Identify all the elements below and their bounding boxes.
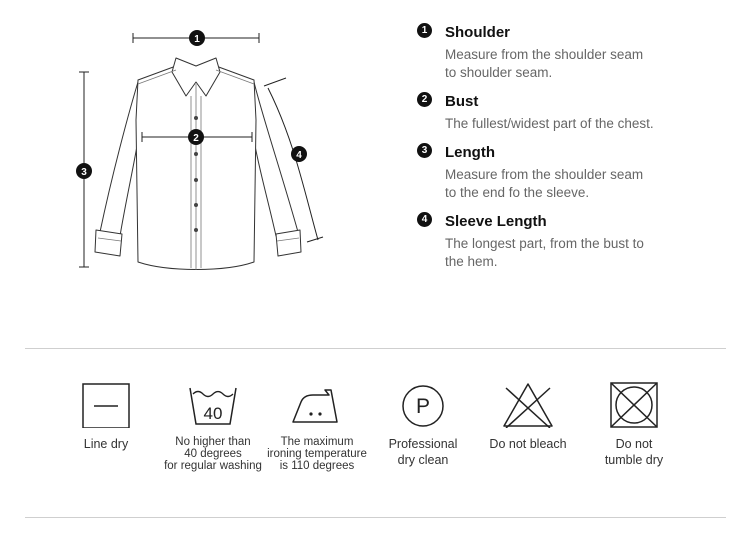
svg-text:3: 3 [81, 167, 87, 178]
marker-3 [76, 163, 92, 179]
measurement-description: The fullest/widest part of the chest. [445, 116, 654, 131]
care-professional-dry-clean [378, 380, 468, 468]
care-no-bleach [482, 380, 574, 452]
left-sleeve [100, 82, 138, 236]
measurement-title: Sleeve Length [445, 213, 547, 230]
measurement-length [414, 142, 744, 202]
svg-text:2: 2 [193, 133, 199, 144]
svg-text:1: 1 [194, 34, 200, 45]
divider-top [25, 348, 726, 349]
care-iron [262, 380, 372, 472]
professional-dry-clean-icon [399, 380, 447, 428]
marker-4 [291, 146, 307, 162]
measurement-title: Length [445, 144, 495, 161]
measurement-bust [414, 91, 744, 133]
divider-bottom [25, 517, 726, 518]
shirt-measurement-diagram [0, 0, 380, 300]
no-tumble-dry-icon [610, 380, 658, 428]
care-no-tumble-dry [588, 380, 680, 468]
care-label: The maximum ironing temperature is 110 degrees [267, 436, 367, 472]
wash-temperature: 40 [203, 404, 223, 423]
measurement-title: Bust [445, 93, 479, 110]
care-label: Do not tumble dry [604, 437, 664, 467]
number-badge: 4 [417, 212, 432, 227]
right-cuff [276, 230, 301, 256]
care-label: Line dry [83, 437, 129, 451]
dry-clean-letter: P [415, 395, 431, 418]
line-dry-icon [82, 380, 130, 428]
no-bleach-icon [502, 380, 554, 428]
measurement-description: Measure from the shoulder seam to the end fo the sleeve. [445, 167, 644, 200]
svg-text:4: 4 [296, 150, 302, 161]
iron-icon [289, 380, 345, 428]
wash-40-icon [188, 380, 238, 428]
number-badge: 1 [417, 23, 432, 38]
measurement-shoulder [414, 22, 744, 82]
measurement-title: Shoulder [445, 24, 511, 41]
care-label: No higher than 40 degrees for regular washing [164, 436, 262, 472]
marker-2 [188, 129, 204, 145]
care-line-dry [62, 380, 150, 452]
care-label: Do not bleach [489, 437, 567, 451]
care-label: Professional dry clean [388, 437, 458, 467]
left-cuff [95, 230, 122, 256]
number-badge: 3 [417, 143, 432, 158]
measurement-description: Measure from the shoulder seam to shoulder seam. [445, 47, 644, 80]
measurement-description: The longest part, from the bust to the hem. [445, 236, 644, 269]
measurement-list [414, 22, 744, 271]
measurement-sleeve-length [414, 211, 744, 271]
care-wash-40 [158, 380, 268, 472]
number-badge: 2 [417, 92, 432, 107]
marker-1 [189, 30, 205, 46]
